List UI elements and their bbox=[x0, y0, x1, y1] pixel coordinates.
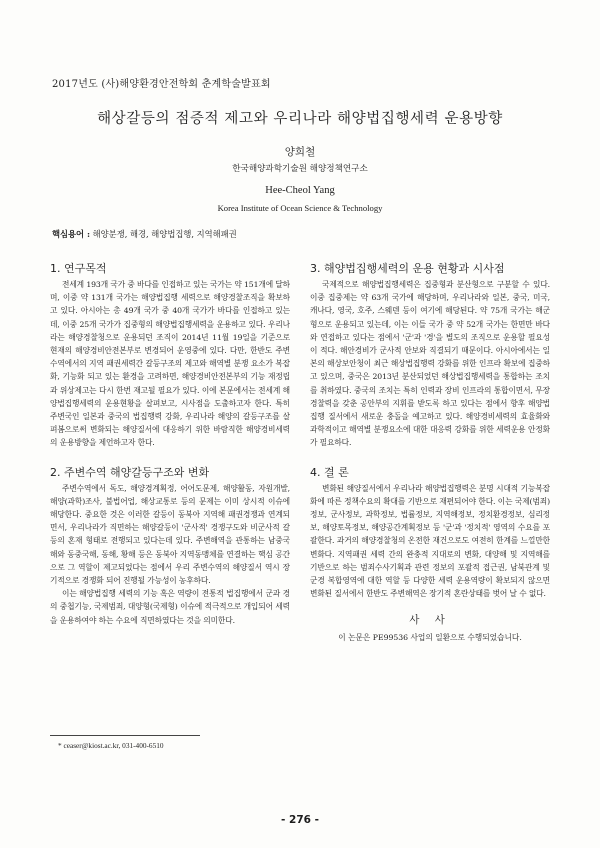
section-1-paragraph: 전세계 193개 국가 중 바다를 인접하고 있는 국가는 약 151개에 달하며, 이중 약 131개 국가는 해양법집행 세력으로 해양경찰조직을 확보하고 있다. 아시아는 총 49개 국가 중 40개 국가가 바다를 인접하고 있는데, 이중 25개 국가가 집중형의 해양법집행세력을 운용하고 있다. 우리나라는 해양경찰청으로 운용되던 조직이 2014년 11월 19일을 기준으로 현재의 해양경비안전본부로 변경되어 운영중에 있다. 다만, 한반도 주변수역에서의 지역 패권세력간 갈등구조의 제고와 해역별 분쟁 요소가 복잡화, 기능화 되고 있는 환경을 고려하면, 해양경비안전본부의 기능 재정립과 위상제고는 다시 한번 재고될 필요가 있다. 이에 본문에서는 전세계 해양법집행세력의 운용현황을 살펴보고, 시사점을 도출하고자 한다. 특히 주변국인 일본과 중국의 법집행력 강화, 우리나라 해양의 갈등구조를 살펴봄으로써 변화되는 해양질서에 대응하기 위한 바람직한 해양경비세력의 운용방향을 제언하고자 한다. bbox=[50, 280, 291, 448]
keywords-label: 핵심용어 : bbox=[52, 229, 91, 239]
section-2-paragraph: 주변수역에서 독도, 해양경계획정, 어어도문제, 해양활동, 자원개발, 해양(과학)조사, 불법어업, 해상교통로 등의 문제는 이미 상시적 이슈에 해당한다. 중요한 것은 이러한 갈등이 동북아 지역해 패권경쟁과 연계되면서, 우리나라가 직면하는 해양갈등이 '군사적' 경쟁구도와 비군사적 갈등의 혼재 형태로 전행되고 있다는데 있다. 주변해역을 관통하는 남중국해와 동중국해, 동해, 황해 등은 동북아 지역동맹체를 연결하는 핵심 공간으로 그 역할이 제고되었다는 점에서 우리 주변수역의 해양질서 역시 장기적으로 경쟁화 되어 진행될 가능성이 농후하다. bbox=[50, 483, 290, 586]
section-1-title: 1. 연구목적 bbox=[50, 262, 107, 275]
affiliation-ko: 한국해양과학기술원 해양정책연구소 bbox=[232, 164, 368, 174]
conference-header: 2017년도 (사)해양환경안전학회 춘계학술발표회 bbox=[52, 79, 271, 90]
right-column bbox=[310, 262, 550, 644]
acknowledgment-title: 사 사 bbox=[409, 614, 451, 627]
keywords-list: 해양분쟁, 해경, 해양법집행, 지역해패권 bbox=[92, 229, 237, 239]
section-2-paragraph: 이는 해양법집행 세력의 기능 혹은 역량이 전통적 법집행에서 군과 경의 중첩기능, 국제범죄, 대양형(국제형) 이슈에 적극적으로 개입되어 세력을 운용하여야 하는 수요에 직면하였다는 것을 의미한다. bbox=[50, 589, 290, 625]
section-3-paragraph: 국제적으로 해양법집행세력은 집중형과 분산형으로 구분할 수 있다. 이중 집중제는 약 63개 국가에 해당하며, 우리나라와 일본, 중국, 미국, 캐나다, 영국, 호주, 스웨덴 등이 여기에 해당된다. 약 75개 국가는 해군형으로 운용되고 있는데, 이는 이들 국가 중 약 52개 국가는 한면만 바다와 연접하고 있다는 점에서 '군'과 '경'을 별도의 조직으로 운용할 필요성이 적다. 해안경비가 군사적 안보와 직결되기 때문이다. 아시아에서는 일본의 해상보안청이 최근 해상법집행력 강화를 위한 인프라 확보에 집중하고 있으며, 중국은 2013년 분산되었던 해상법집행세력을 통합하는 조치를 취하였다. 중국의 조치는 특히 인력과 장비 인프라의 통합이면서, 무장경찰력을 갖춘 공안부의 지휘를 받도록 하고 있다는 점에서 향후 해양법집행 질서에서 새로운 충돌을 예고하고 있다. 해양경비세력의 효율화와 과학적이고 해역별 분쟁요소에 대한 대응력 강화를 위한 세력운용 안정화가 필요하다. bbox=[310, 280, 550, 448]
left-column bbox=[50, 262, 290, 627]
author-name-ko: 양희철 bbox=[284, 146, 316, 158]
section-4-paragraph: 변화된 해양질서에서 우리나라 해양법집행력은 분명 시대적 기능복잡화에 따른 정책수요의 확대를 기반으로 재편되어야 한다. 이는 국제(범죄)정보, 군사정보, 과학정보, 법률정보, 지역해정보, 정치환경정보, 심리정보, 해양토목정보, 해양공간계획정보 등 '군'과 '정치적' 영역의 수요를 포괄한다. 과거의 해양경찰청의 온전한 재건으로도 여전히 한계를 느낄만한 변화다. 지역패권 세력 간의 완충적 지대로의 변화, 대양해 및 지역해를 기반으로 하는 범죄수사기획과 관련 정보의 포괄적 접근권, 남북관계 및 군경 복합영역에 대한 역할 등 다양한 세력 운용역량이 확보되지 않으면 변화된 질서에서 한반도 주변해역은 장기적 혼란상태를 벗어 날 수 없다. bbox=[310, 483, 550, 599]
footnote-divider bbox=[50, 735, 200, 736]
section-3-title: 3. 해양법집행세력의 운용 현황과 시사점 bbox=[310, 262, 505, 275]
keywords bbox=[52, 228, 237, 240]
paper-title: 해상갈등의 점증적 제고와 우리나라 해양법집행세력 운용방향 bbox=[97, 111, 503, 127]
author-name-en: Hee-Cheol Yang bbox=[265, 185, 335, 196]
acknowledgment-text: 이 논문은 PE99536 사업의 일환으로 수행되었습니다. bbox=[338, 633, 522, 643]
page-number: - 276 - bbox=[281, 814, 319, 826]
section-4-title: 4. 결 론 bbox=[310, 465, 349, 479]
affiliation-en: Korea Institute of Ocean Science & Technology bbox=[217, 203, 383, 213]
footnote: * ceaser@kiost.ac.kr, 031-400-6510 bbox=[58, 741, 164, 750]
section-2-title: 2. 주변수역 해양갈등구조와 변화 bbox=[50, 465, 210, 479]
